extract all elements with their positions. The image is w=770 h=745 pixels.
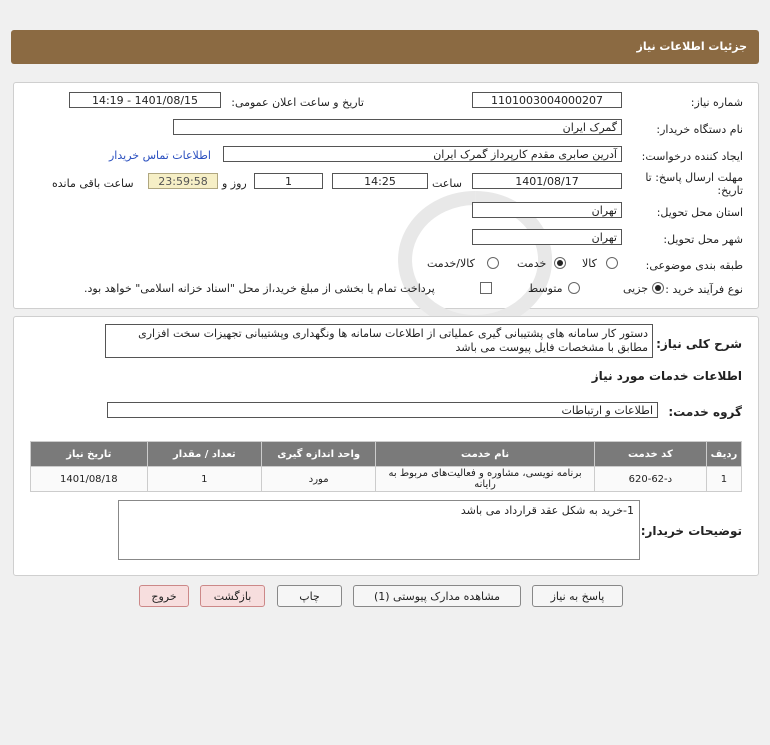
deadline-time-field: 14:25 [332,173,428,189]
service-group-field: اطلاعات و ارتباطات [107,402,658,418]
category-label: طبقه بندی موضوعی: [645,259,743,272]
need-info-panel [13,82,759,309]
province-field: تهران [472,202,622,218]
buyer-contact-link[interactable]: اطلاعات تماس خریدار [109,149,211,162]
cell-need-date: 1401/08/18 [31,467,148,492]
summary-label: شرح کلی نیاز: [656,337,742,351]
deadline-date-field: 1401/08/17 [472,173,622,189]
cell-row-number: 1 [706,467,741,492]
process-radio-minor[interactable] [652,282,664,294]
exit-button[interactable]: خروج [139,585,189,607]
table-header-row [31,442,742,467]
days-field: 1 [254,173,323,189]
category-option-both: کالا/خدمت [427,257,475,270]
announce-field: 1401/08/15 - 14:19 [69,92,221,108]
creator-label: ایجاد کننده درخواست: [641,150,743,163]
city-label: شهر محل تحویل: [663,233,743,246]
category-option-service: خدمت [517,257,547,270]
buyer-org-label: نام دستگاه خریدار: [656,123,743,136]
cell-quantity: 1 [147,467,261,492]
service-group-label: گروه خدمت: [668,405,742,419]
buyer-notes-field: 1-خرید به شکل عقد قرارداد می باشد [118,500,640,560]
process-option-minor: جزیی [623,282,649,295]
remaining-time-field: 23:59:58 [148,173,218,189]
days-label: روز و [222,177,247,190]
reply-button[interactable]: پاسخ به نیاز [532,585,623,607]
remaining-label: ساعت باقی مانده [52,177,134,190]
view-attachments-button[interactable]: مشاهده مدارک پیوستی (1) [353,585,521,607]
process-label: نوع فرآیند خرید : [665,283,743,296]
announce-label: تاریخ و ساعت اعلان عمومی: [231,96,364,109]
category-radio-goods[interactable] [606,257,618,269]
category-radio-both[interactable] [487,257,499,269]
back-button[interactable]: بازگشت [200,585,265,607]
cell-service-code: د-62-620 [594,467,706,492]
category-option-goods: کالا [582,257,597,270]
deadline-label: مهلت ارسال پاسخ: تا [645,171,743,184]
col-header-service-name: نام خدمت [376,442,595,467]
city-field: تهران [472,229,622,245]
buyer-org-field: گمرک ایران [173,119,622,135]
need-number-label: شماره نیاز: [690,96,743,109]
summary-field: دستور کار سامانه های پشتیبانی گیری عملیاتی از اطلاعات سامانه ها ونگهداری وپشتیبانی تجهیزات سخت افزاری مطابق با مشخصات فایل پیوست می باشد [105,324,653,358]
province-label: استان محل تحویل: [656,206,743,219]
treasury-checkbox[interactable] [480,282,492,294]
process-radio-medium[interactable] [568,282,580,294]
process-option-medium: متوسط [528,282,563,295]
services-table [30,441,742,492]
deadline-label-date: تاریخ: [717,184,743,197]
deadline-time-label: ساعت [432,177,462,190]
page-title: جزئیات اطلاعات نیاز [636,40,747,53]
col-header-need-date: تاریخ نیاز [31,442,148,467]
category-radio-service[interactable] [554,257,566,269]
services-heading: اطلاعات خدمات مورد نیاز [591,369,742,383]
col-header-quantity: تعداد / مقدار [147,442,261,467]
col-header-row-number: ردیف [706,442,741,467]
cell-service-name: برنامه نویسی، مشاوره و فعالیت‌های مربوط به رایانه [376,467,595,492]
col-header-service-code: کد خدمت [594,442,706,467]
buyer-notes-label: توضیحات خریدار: [640,524,742,538]
col-header-unit: واحد اندازه گیری [261,442,375,467]
print-button[interactable]: چاپ [277,585,342,607]
creator-field: آدرین صابری مقدم کارپرداز گمرک ایران [223,146,622,162]
table-row [31,467,742,492]
treasury-note: پرداخت تمام یا بخشی از مبلغ خرید،از محل "اسناد خزانه اسلامی" خواهد بود. [84,282,435,295]
need-number-field: 1101003004000207 [472,92,622,108]
cell-unit: مورد [261,467,375,492]
page-header [11,30,759,64]
